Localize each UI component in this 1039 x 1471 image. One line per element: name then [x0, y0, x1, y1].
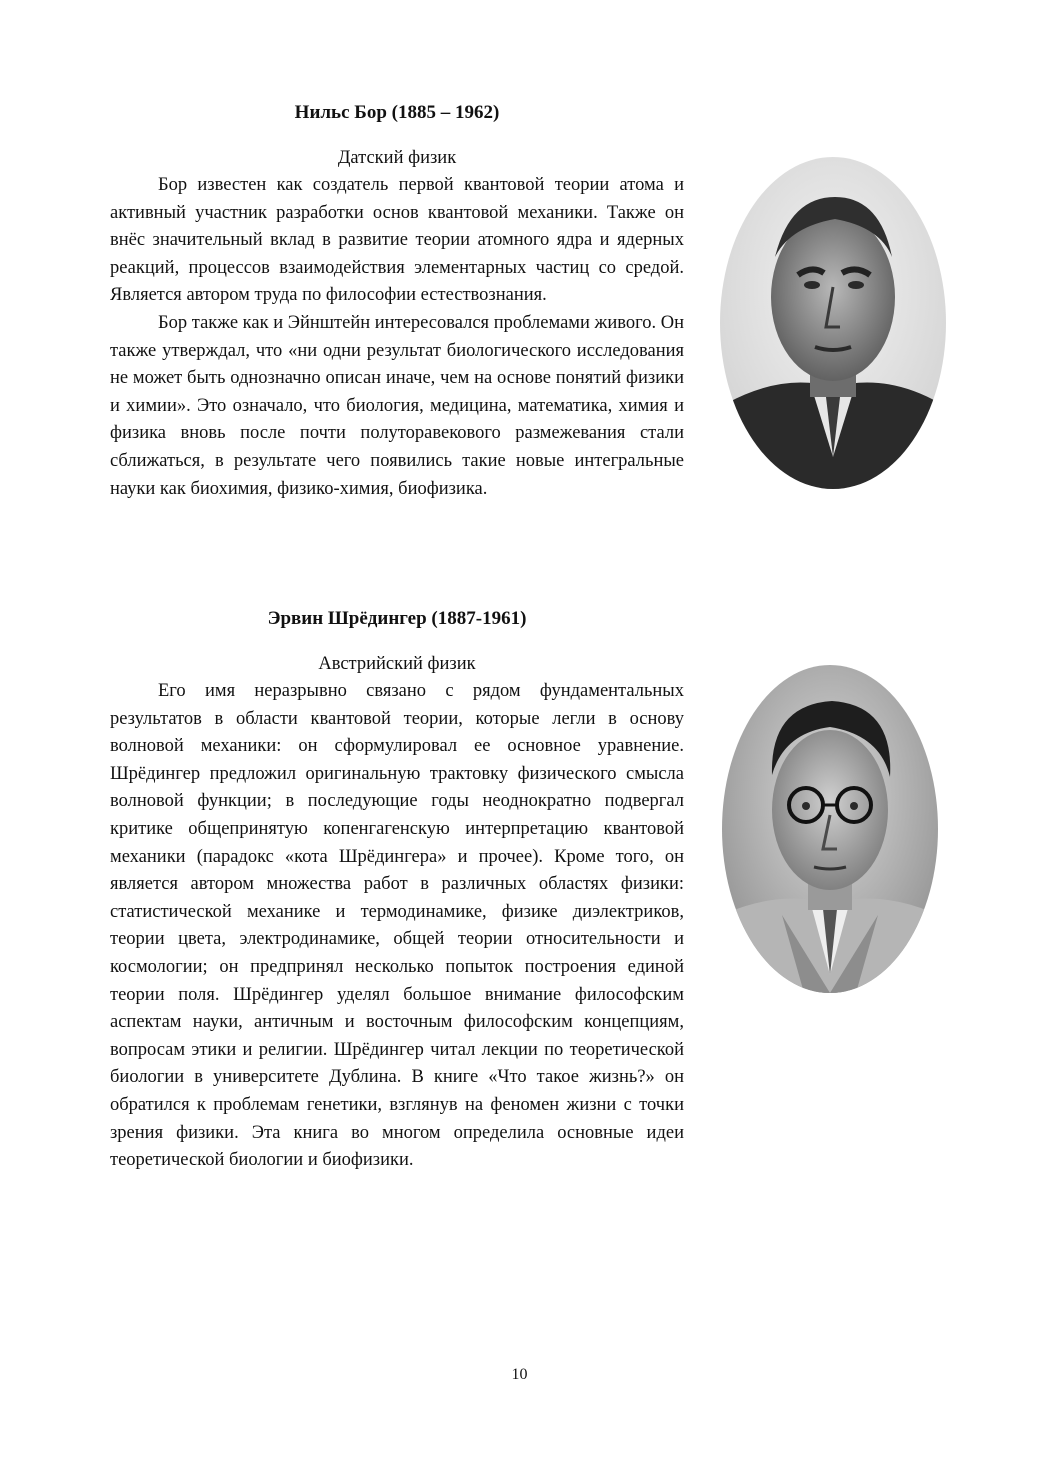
bohr-paragraph-1: Бор известен как создатель первой квантовой теории атома и активный участник разработки основ квантовой механики. Также он внёс значительный вклад в развитие теории атомного ядра и ядерных реакций, процессов взаимодействия элементарных частиц со средой. Является автором труда по философии естествознания. [110, 175, 684, 306]
bohr-portrait [720, 157, 946, 489]
schrodinger-portrait-image [722, 665, 938, 993]
schrodinger-text [110, 678, 684, 1175]
schrodinger-portrait [722, 665, 938, 993]
bohr-title: Нильс Бор (1885 – 1962) [294, 102, 500, 123]
page-number: 10 [511, 1366, 528, 1383]
bohr-subtitle: Датский физик [337, 148, 457, 168]
bohr-portrait-image [720, 157, 946, 489]
bohr-text [110, 172, 684, 503]
schrodinger-paragraph-1: Его имя неразрывно связано с рядом фундаментальных результатов в области квантовой теории, которые легли в основу волновой механики: он сформулировал ее основное уравнение. Шрёдингер предложил оригинальную трактовку физического смысла волновой функции; в последующие годы неоднократно подвергал критике общепринятую копенгагенскую интерпретацию квантовой механики (парадокс «кота Шрёдингера» и прочее). Кроме того, он является автором множества работ в различных областях физики: статистической механике и термодинамике, физике диэлектриков, теории цвета, электродинамике, общей теории относительности и космологии; он предпринял несколько попыток построения единой теории поля. Шрёдингер уделял большое внимание философским аспектам науки, античным и восточным философским концепциям, вопросам этики и религии. Шрёдингер читал лекции по теоретической биологии в университете Дублина. В книге «Что такое жизнь?» он обратился к проблемам генетики, взглянув на феномен жизни с точки зрения физики. Эта книга во многом определила основные идеи теоретической биологии и биофизики. [110, 681, 684, 1171]
schrodinger-title: Эрвин Шрёдингер (1887-1961) [267, 608, 527, 629]
bohr-paragraph-2: Бор также как и Эйнштейн интересовался проблемами живого. Он также утверждал, что «ни одни результат биологического исследования не может быть однозначно описан иначе, чем на основе понятий физики и химии». Это означало, что биология, медицина, математика, химия и физика вновь после почти полуторавекового размежевания стали сближаться, в результате чего появились такие новые интегральные науки как биохимия, физико-химия, биофизика. [110, 312, 684, 499]
schrodinger-subtitle: Австрийский физик [318, 654, 476, 674]
